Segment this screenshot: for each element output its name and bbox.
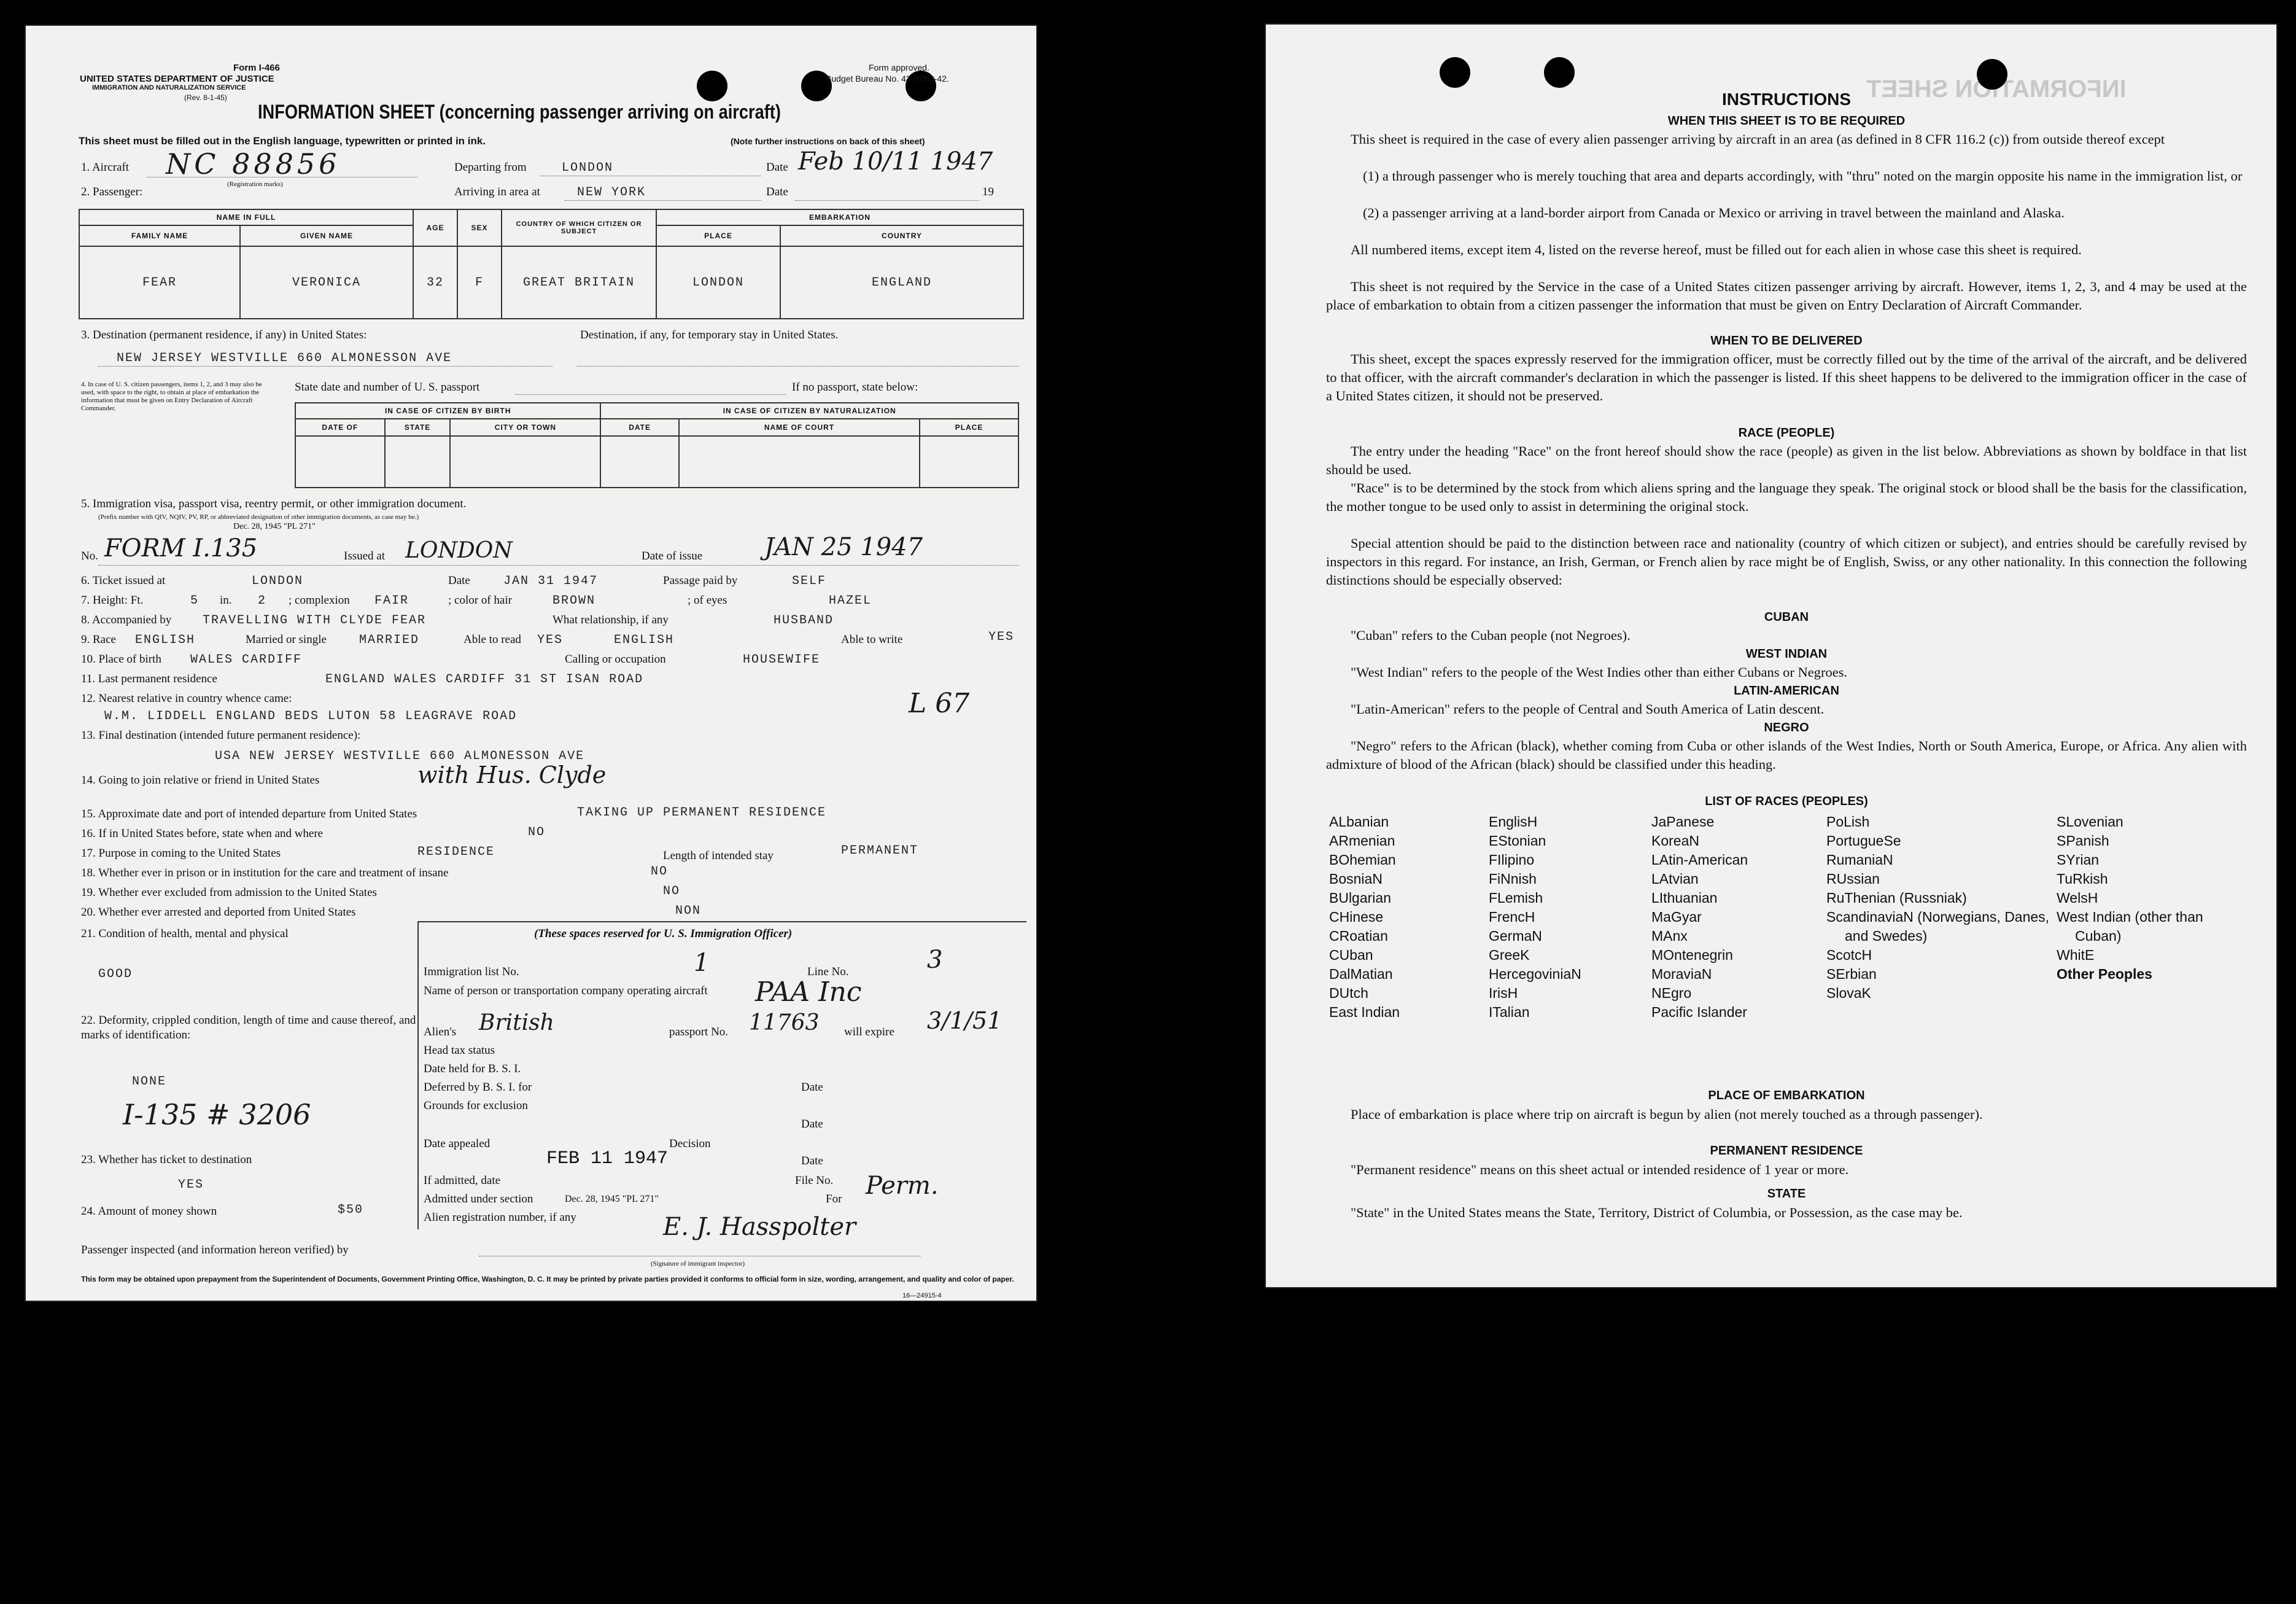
instructions-title: INSTRUCTIONS	[1722, 90, 1851, 109]
race-list-item: FrencH	[1489, 909, 1535, 925]
race-list-item: MAnx	[1651, 928, 1688, 944]
race-list-item: LAtvian	[1651, 871, 1699, 887]
previous-visit-value: NO	[528, 825, 546, 839]
para-cuban: "Cuban" refers to the Cuban people (not Negroes).	[1351, 628, 1631, 643]
previous-visit-label: 16. If in United States before, state when and where	[81, 827, 324, 840]
race-list-item: ARmenian	[1329, 833, 1395, 849]
race-list-item: Pacific Islander	[1651, 1004, 1747, 1020]
married-label: Married or single	[246, 633, 327, 646]
complexion-value: FAIR	[374, 594, 409, 608]
instructions-sheet-back	[1265, 23, 2278, 1288]
ticket-value: LONDON	[252, 574, 304, 588]
race-list-item: West Indian (other than Cuban)	[2057, 909, 2203, 944]
accompanied-value: TRAVELLING WITH CLYDE FEAR	[203, 613, 427, 628]
citizen-birth-header: IN CASE OF CITIZEN BY BIRTH	[295, 403, 600, 419]
race-list-item: GermaN	[1489, 928, 1542, 944]
company-label: Name of person or transportation company operating aircraft	[424, 984, 708, 997]
nearest-relative-value: W.M. LIDDELL ENGLAND BEDS LUTON 58 LEAGRAVE ROAD	[104, 709, 518, 723]
officer-header: (These spaces reserved for U. S. Immigration Officer)	[534, 927, 793, 940]
join-relative-value: with Hus. Clyde	[417, 761, 607, 788]
deferred-label: Deferred by B. S. I. for	[424, 1081, 532, 1094]
age-header: AGE	[413, 209, 457, 246]
para-west-indian: "West Indian" refers to the people of the West Indies other than either Cubans or Negroes.	[1351, 664, 1848, 680]
instruction-line: This sheet must be filled out in the English language, typewritten or printed in ink.	[79, 135, 486, 147]
married-value: MARRIED	[359, 633, 420, 647]
hair-value: BROWN	[553, 594, 596, 608]
agency-sub: IMMIGRATION AND NATURALIZATION SERVICE	[92, 84, 246, 91]
stay-value: PERMANENT	[841, 844, 919, 858]
para-race-nationality: Special attention should be paid to the distinction between race and nationality (country of which citizen or subject), and entries should be carefully revised by inspectors in this regard. For instance, an Irish, German, or French alien by race might be of English, Swiss, or any other nationality. In this connection the following distinctions should be especially observed:	[1326, 535, 2247, 588]
line-no-value: 3	[927, 946, 943, 974]
race-list-column-5	[2057, 812, 2253, 984]
race-list-item: ScotcH	[1826, 947, 1872, 963]
departing-value: LONDON	[562, 161, 614, 175]
race-list-item: DalMatian	[1329, 966, 1393, 982]
bsi-held-label: Date held for B. S. I.	[424, 1062, 521, 1075]
line-no-label: Line No.	[807, 965, 849, 978]
name-in-full-header: NAME IN FULL	[79, 209, 413, 225]
heading-cuban: CUBAN	[1764, 610, 1809, 624]
race-list-item: LAtin-American	[1651, 852, 1748, 868]
family-name-cell: FEAR	[79, 246, 240, 319]
relationship-value: HUSBAND	[774, 613, 834, 628]
race-list-item: LIthuanian	[1651, 890, 1718, 906]
no-passport-label: If no passport, state below:	[792, 381, 918, 394]
date-value: Feb 10/11 1947	[798, 147, 993, 176]
aliens-value: British	[479, 1010, 554, 1035]
read-value: YES	[537, 633, 564, 647]
race-list-item: DUtch	[1329, 985, 1368, 1001]
departure-value: TAKING UP PERMANENT RESIDENCE	[577, 806, 827, 820]
ticket-label: 6. Ticket issued at	[81, 574, 166, 587]
ticket-destination-label: 23. Whether has ticket to destination	[81, 1153, 252, 1166]
agency-name: UNITED STATES DEPARTMENT OF JUSTICE	[80, 74, 274, 84]
race-list-column-3	[1651, 812, 1748, 1022]
heading-when-delivered: WHEN TO BE DELIVERED	[1710, 334, 1863, 348]
form-number: Form I-466	[233, 63, 280, 73]
grounds-label: Grounds for exclusion	[424, 1099, 528, 1112]
ticket-date-label: Date	[448, 574, 470, 587]
destination-value: NEW JERSEY WESTVILLE 660 ALMONESSON AVE	[117, 351, 452, 365]
money-value: $50	[338, 1203, 364, 1217]
year-prefix: 19	[982, 185, 994, 198]
write-label: Able to write	[841, 633, 903, 646]
final-destination-label: 13. Final destination (intended future permanent residence):	[81, 729, 361, 742]
embarkation-place-cell: LONDON	[656, 246, 780, 319]
for-value: Perm.	[866, 1172, 939, 1200]
aliens-label: Alien's	[424, 1026, 457, 1038]
head-tax-label: Head tax status	[424, 1044, 495, 1057]
height-in: 2	[258, 594, 267, 608]
passage-paid-value: SELF	[792, 574, 827, 588]
race-list-item: IrisH	[1489, 985, 1518, 1001]
given-name-header: GIVEN NAME	[240, 225, 413, 246]
race-list-item: SLovenian	[2057, 814, 2123, 830]
passenger-table	[79, 209, 1024, 319]
footer-code: 16—24915-4	[902, 1292, 942, 1299]
para-state: "State" in the United States means the State, Territory, District of Columbia, or Possession, as the case may be.	[1351, 1205, 1963, 1220]
para-latin-american: "Latin-American" refers to the people of Central and South America of Latin descent.	[1351, 701, 1825, 717]
ticket-destination-value: YES	[178, 1178, 204, 1192]
pl271-stamp: Dec. 28, 1945 "PL 271"	[233, 522, 316, 531]
height-ft: 5	[190, 594, 200, 608]
aircraft-label: 1. Aircraft	[81, 161, 130, 174]
purpose-label: 17. Purpose in coming to the United States	[81, 847, 281, 860]
race-list-item: MOntenegrin	[1651, 947, 1733, 963]
decision-label: Decision	[669, 1137, 711, 1150]
join-relative-label: 14. Going to join relative or friend in United States	[81, 774, 320, 787]
expire-value: 3/1/51	[927, 1007, 1003, 1034]
race-list-item: WhitE	[2057, 947, 2095, 963]
birthplace-value: WALES CARDIFF	[190, 653, 303, 667]
hair-label: ; color of hair	[448, 594, 512, 607]
health-value: GOOD	[98, 967, 133, 981]
accompanied-label: 8. Accompanied by	[81, 613, 172, 626]
last-residence-value: ENGLAND WALES CARDIFF 31 ST ISAN ROAD	[325, 672, 644, 687]
ticket-date-value: JAN 31 1947	[503, 574, 599, 588]
race-list-column-4	[1826, 812, 2060, 1003]
race-list-item: SlovaK	[1826, 985, 1871, 1001]
race-list-item: CRoatian	[1329, 928, 1388, 944]
excluded-label: 19. Whether ever excluded from admission to the United States	[81, 886, 377, 899]
race-list-item: SErbian	[1826, 966, 1877, 982]
read-label: Able to read	[463, 633, 521, 646]
race-list-item: WelsH	[2057, 890, 2098, 906]
form-revision: (Rev. 8-1-45)	[184, 93, 227, 102]
embarkation-country-cell: ENGLAND	[780, 246, 1023, 319]
race-list-item: ITalian	[1489, 1004, 1530, 1020]
admitted-stamp: FEB 11 1947	[546, 1148, 669, 1169]
race-list-item: ALbanian	[1329, 814, 1389, 830]
language-value: ENGLISH	[614, 633, 675, 647]
embarkation-header: EMBARKATION	[656, 209, 1023, 225]
section-value: Dec. 28, 1945 "PL 271"	[565, 1194, 659, 1204]
issued-at-label: Issued at	[344, 550, 386, 563]
heading-race-list: LIST OF RACES (PEOPLES)	[1705, 795, 1868, 808]
para-race-entry: The entry under the heading "Race" on the front hereof should show the race (people) as given in the list below. Abbreviations as shown by boldface in that list should be used.	[1326, 443, 2247, 477]
race-list-item: PortugueSe	[1826, 833, 1901, 849]
passport-no-label: passport No.	[669, 1026, 729, 1038]
race-list-item: TuRkish	[2057, 871, 2108, 887]
given-name-cell: VERONICA	[240, 246, 413, 319]
race-list-item: PoLish	[1826, 814, 1870, 830]
race-list-item: SPanish	[2057, 833, 2109, 849]
para-delivered: This sheet, except the spaces expressly reserved for the immigration officer, must be correctly filled out by the time of the arrival of the aircraft, and be delivered to that officer, with the aircraft commander's declaration in which the passenger is listed. If this sheet happens to be delivered to the immigration officer in the case of a United States citizen, it should not be preserved.	[1326, 351, 2247, 403]
immigration-doc-label: 5. Immigration visa, passport visa, reentry permit, or other immigration document.	[81, 497, 467, 510]
company-value: PAA Inc	[755, 976, 862, 1008]
admitted-date-label: Date	[801, 1154, 823, 1167]
heading-embarkation: PLACE OF EMBARKATION	[1708, 1089, 1865, 1102]
money-label: 24. Amount of money shown	[81, 1205, 217, 1218]
signature-caption: (Signature of immigrant inspector)	[651, 1260, 745, 1267]
appealed-label: Date appealed	[424, 1137, 491, 1150]
passage-paid-label: Passage paid by	[663, 574, 738, 587]
para-numbered-items: All numbered items, except item 4, listed on the reverse hereof, must be filled out for each alien in whose case this sheet is required.	[1351, 242, 2082, 257]
race-list-item: HercegoviniaN	[1489, 966, 1581, 982]
instruction-note: (Note further instructions on back of this sheet)	[731, 136, 925, 146]
family-name-header: FAMILY NAME	[79, 225, 240, 246]
arriving-label: Arriving in area at	[454, 185, 540, 198]
alien-reg-label: Alien registration number, if any	[424, 1211, 576, 1224]
para-required: This sheet is required in the case of every alien passenger arriving by aircraft in an area (as defined in 8 CFR 116.2 (c)) from outside thereof except	[1351, 131, 2165, 147]
final-destination-value: USA NEW JERSEY WESTVILLE 660 ALMONESSON AVE	[215, 749, 585, 763]
stay-label: Length of intended stay	[663, 849, 774, 862]
date-issue-value: JAN 25 1947	[764, 533, 923, 561]
punch-hole	[697, 71, 727, 101]
deformity-value: NONE	[132, 1075, 167, 1089]
nat-court-header: NAME OF COURT	[679, 419, 920, 436]
race-list-item: RuThenian (Russniak)	[1826, 890, 1967, 906]
height-in-label: in.	[220, 594, 232, 607]
arriving-value: NEW YORK	[577, 185, 646, 200]
race-list-item: CHinese	[1329, 909, 1384, 925]
aircraft-value: NC 88856	[166, 147, 341, 181]
race-list-column-1	[1329, 812, 1400, 1022]
para-embarkation: Place of embarkation is place where trip on aircraft is begun by alien (not merely touched as a through passenger).	[1351, 1107, 1983, 1122]
heading-permanent-residence: PERMANENT RESIDENCE	[1710, 1144, 1863, 1158]
nat-place-header: PLACE	[920, 419, 1018, 436]
race-list-item: RUssian	[1826, 871, 1880, 887]
eyes-value: HAZEL	[829, 594, 872, 608]
deformity-handwritten: I-135 # 3206	[123, 1098, 311, 1131]
heading-race: RACE (PEOPLE)	[1738, 426, 1835, 440]
doc-no-label: No.	[81, 550, 98, 563]
occupation-value: HOUSEWIFE	[743, 653, 821, 667]
admitted-label: If admitted, date	[424, 1174, 501, 1187]
file-no-label: File No.	[795, 1174, 834, 1187]
race-value: ENGLISH	[135, 633, 196, 647]
for-label: For	[826, 1193, 842, 1205]
budget-bureau: Budget Bureau No. 43-R053-42.	[826, 74, 949, 84]
last-residence-label: 11. Last permanent residence	[81, 672, 217, 685]
immigration-doc-sub: (Prefix number with QIV, NQIV, PV, RP, or abbreviated designation of other immigration documents, as case may be.)	[98, 513, 419, 521]
passenger-label: 2. Passenger:	[81, 185, 143, 198]
birth-city-header: CITY OR TOWN	[450, 419, 600, 436]
deported-label: 20. Whether ever arrested and deported from United States	[81, 906, 356, 919]
birth-date-header: DATE OF	[295, 419, 385, 436]
race-list-item: SYrian	[2057, 852, 2100, 868]
race-list-item: FLemish	[1489, 890, 1543, 906]
race-list-item: MoraviaN	[1651, 966, 1712, 982]
occupation-label: Calling or occupation	[565, 653, 666, 666]
relative-code: L 67	[909, 688, 970, 719]
registration-marks-label: (Registration marks)	[227, 181, 283, 188]
date-label-2: Date	[766, 185, 788, 198]
destination-label: 3. Destination (permanent residence, if any) in United States:	[81, 329, 367, 341]
citizenship-header: COUNTRY OF WHICH CITIZEN OR SUBJECT	[502, 209, 656, 246]
race-list-item: KoreaN	[1651, 833, 1699, 849]
country-header: COUNTRY	[780, 225, 1023, 246]
para-exception-2: (2) a passenger arriving at a land-border airport from Canada or Mexico or arriving in travel between the mainland and Alaska.	[1363, 205, 2065, 220]
citizenship-table	[295, 402, 1019, 488]
race-list-item: FiNnish	[1489, 871, 1537, 887]
heading-when-required: WHEN THIS SHEET IS TO BE REQUIRED	[1667, 114, 1906, 128]
us-passport-label: State date and number of U. S. passport	[295, 381, 480, 394]
place-header: PLACE	[656, 225, 780, 246]
date-issue-label: Date of issue	[642, 550, 703, 563]
citizen-naturalization-header: IN CASE OF CITIZEN BY NATURALIZATION	[600, 403, 1018, 419]
item4-note: 4. In case of U. S. citizen passengers, items 1, 2, and 3 may also be used, with space to the right, to obtain at place of embarkation the information that must be given on Entry Declaration of Aircraft Commander.	[81, 381, 262, 412]
race-list-item: MaGyar	[1651, 909, 1702, 925]
expire-label: will expire	[844, 1026, 894, 1038]
race-list-item: EStonian	[1489, 833, 1546, 849]
race-list-item: FIlipino	[1489, 852, 1535, 868]
sex-header: SEX	[457, 209, 502, 246]
heading-state: STATE	[1767, 1187, 1806, 1201]
issued-at-value: LONDON	[405, 538, 513, 563]
write-value: YES	[988, 630, 1015, 644]
immigration-list-label: Immigration list No.	[424, 965, 519, 978]
race-list-item: CUban	[1329, 947, 1373, 963]
race-list-item: BosniaN	[1329, 871, 1383, 887]
prison-label: 18. Whether ever in prison or in institution for the care and treatment of insane	[81, 866, 449, 879]
citizenship-cell: GREAT BRITAIN	[502, 246, 656, 319]
para-permanent-residence: "Permanent residence" means on this sheet actual or intended residence of 1 year or more.	[1351, 1162, 1849, 1177]
temp-destination-label: Destination, if any, for temporary stay in United States.	[580, 329, 839, 341]
page-title: INFORMATION SHEET (concerning passenger arriving on aircraft)	[258, 101, 781, 123]
race-list-item: RumaniaN	[1826, 852, 1893, 868]
purpose-value: RESIDENCE	[417, 845, 495, 859]
birthplace-label: 10. Place of birth	[81, 653, 161, 666]
immigration-list-value: 1	[694, 949, 710, 977]
relationship-label: What relationship, if any	[553, 613, 669, 626]
nearest-relative-label: 12. Nearest relative in country whence came:	[81, 692, 292, 705]
para-exception-1: (1) a through passenger who is merely touching that area and departs accordingly, with "thru" noted on the margin opposite his name in the immigration list, or	[1363, 168, 2243, 184]
race-list-item: NEgro	[1651, 985, 1692, 1001]
section-label: Admitted under section	[424, 1193, 533, 1205]
heading-west-indian: WEST INDIAN	[1745, 647, 1828, 661]
date-label: Date	[766, 161, 788, 174]
para-race-stock: "Race" is to be determined by the stock from which aliens spring and the language they speak. The original stock or blood shall be the basis for the classification, the mother tongue to be used only to assist in determining the original stock.	[1326, 480, 2247, 514]
race-list-item: East Indian	[1329, 1004, 1400, 1020]
deferred-date-label: Date	[801, 1081, 823, 1094]
prison-value: NO	[651, 865, 669, 879]
form-approved: Form approved.	[869, 63, 929, 72]
race-list-item: BUlgarian	[1329, 890, 1391, 906]
grounds-date-label: Date	[801, 1118, 823, 1131]
race-list-item: EnglisH	[1489, 814, 1538, 830]
para-not-required: This sheet is not required by the Service in the case of a United States citizen passenger arriving by aircraft. However, items 1, 2, 3, and 4 may be used at the place of embarkation to obtain from a citizen passenger the information that must be given on Entry Declaration of Aircraft Commander.	[1326, 279, 2247, 313]
deported-value: NON	[675, 904, 702, 918]
form-footer: This form may be obtained upon prepayment from the Superintendent of Documents, Government Printing Office, Washington, D. C. It may be printed by private parties provided it conforms to official form in size, wording, arrangement, and quality and color of paper.	[81, 1275, 1014, 1283]
race-list-column-2	[1489, 812, 1581, 1022]
information-sheet-front	[25, 25, 1037, 1302]
heading-latin-american: LATIN-AMERICAN	[1734, 684, 1839, 698]
birth-state-header: STATE	[385, 419, 451, 436]
para-negro: "Negro" refers to the African (black), whether coming from Cuba or other islands of the West Indies, North or South America, Europe, or Africa. Any alien with admixture of blood of the African (black) should be classified under this heading.	[1326, 738, 2247, 772]
excluded-value: NO	[663, 884, 681, 898]
health-label: 21. Condition of health, mental and physical	[81, 927, 289, 940]
departing-label: Departing from	[454, 161, 527, 174]
race-list-item: GreeK	[1489, 947, 1530, 963]
departure-label: 15. Approximate date and port of intended departure from United States	[81, 808, 417, 820]
inspector-signature: E. J. Hasspolter	[663, 1213, 856, 1241]
age-cell: 32	[413, 246, 457, 319]
punch-hole	[1440, 57, 1470, 88]
race-list-item: Other Peoples	[2057, 966, 2152, 982]
height-label: 7. Height: Ft.	[81, 594, 144, 607]
complexion-label: ; complexion	[289, 594, 350, 607]
race-list-item: ScandinaviaN (Norwegians, Danes, and Swedes)	[1826, 909, 2050, 944]
sex-cell: F	[457, 246, 502, 319]
race-list-item: BOhemian	[1329, 852, 1396, 868]
doc-no-value: FORM I.135	[104, 534, 258, 563]
race-list-item: JaPanese	[1651, 814, 1715, 830]
inspected-by-label: Passenger inspected (and information hereon verified) by	[81, 1244, 349, 1256]
show-through-title: INFORMATION SHEET	[1866, 76, 2127, 103]
punch-hole	[1544, 57, 1575, 88]
passport-no-value: 11763	[749, 1010, 820, 1035]
nat-date-header: DATE	[600, 419, 678, 436]
heading-negro: NEGRO	[1764, 721, 1809, 734]
race-label: 9. Race	[81, 633, 116, 646]
deformity-label: 22. Deformity, crippled condition, length of time and cause thereof, and marks of identification:	[81, 1014, 416, 1041]
eyes-label: ; of eyes	[688, 594, 727, 607]
